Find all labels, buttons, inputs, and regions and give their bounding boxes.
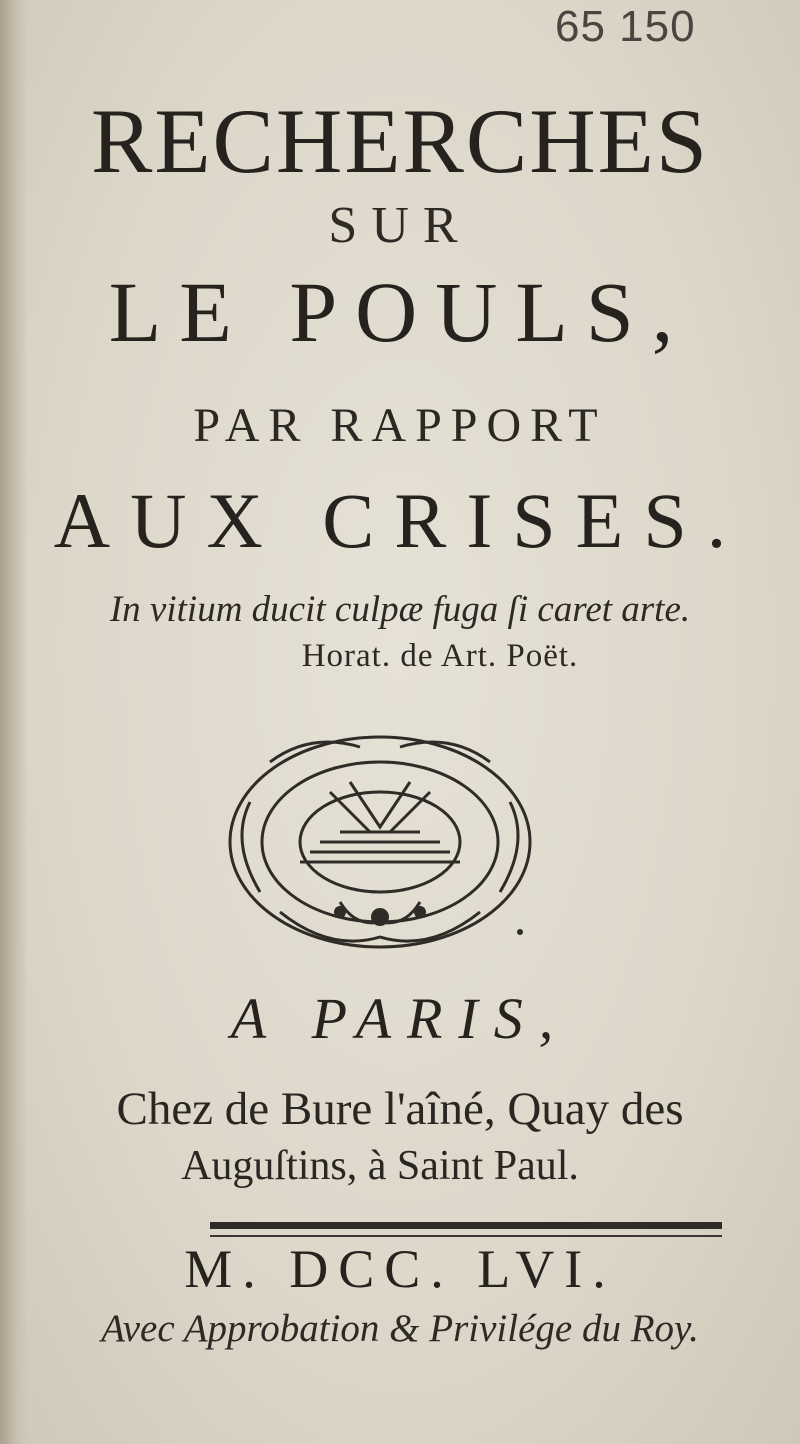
imprint-place: A PARIS, xyxy=(230,986,570,1051)
double-rule-thick xyxy=(210,1222,722,1229)
title-line-4: PAR RAPPORT xyxy=(193,399,607,452)
imprint-date: M. DCC. LVI. xyxy=(184,1239,616,1299)
epigraph-motto: In vitium ducit culpæ fuga ſi caret arte. xyxy=(109,589,691,630)
imprint-privilege: Avec Approbation & Privilége du Roy. xyxy=(101,1307,699,1350)
title-line-5: AUX CRISES. xyxy=(53,477,747,564)
title-line-3: LE POULS, xyxy=(108,264,692,360)
double-rule-thin xyxy=(210,1235,722,1237)
title-line-1: RECHERCHES xyxy=(90,90,710,192)
title-line-2: SUR xyxy=(328,197,472,254)
printer-ornament-icon xyxy=(190,722,570,972)
imprint-publisher-line-2: Auguſtins, à Saint Paul. xyxy=(181,1143,579,1189)
imprint-publisher-line-1: Chez de Bure l'aîné, Quay des xyxy=(116,1083,684,1135)
epigraph-attribution: Horat. de Art. Poët. xyxy=(301,638,579,674)
shelfmark: 65 150 xyxy=(555,2,696,51)
